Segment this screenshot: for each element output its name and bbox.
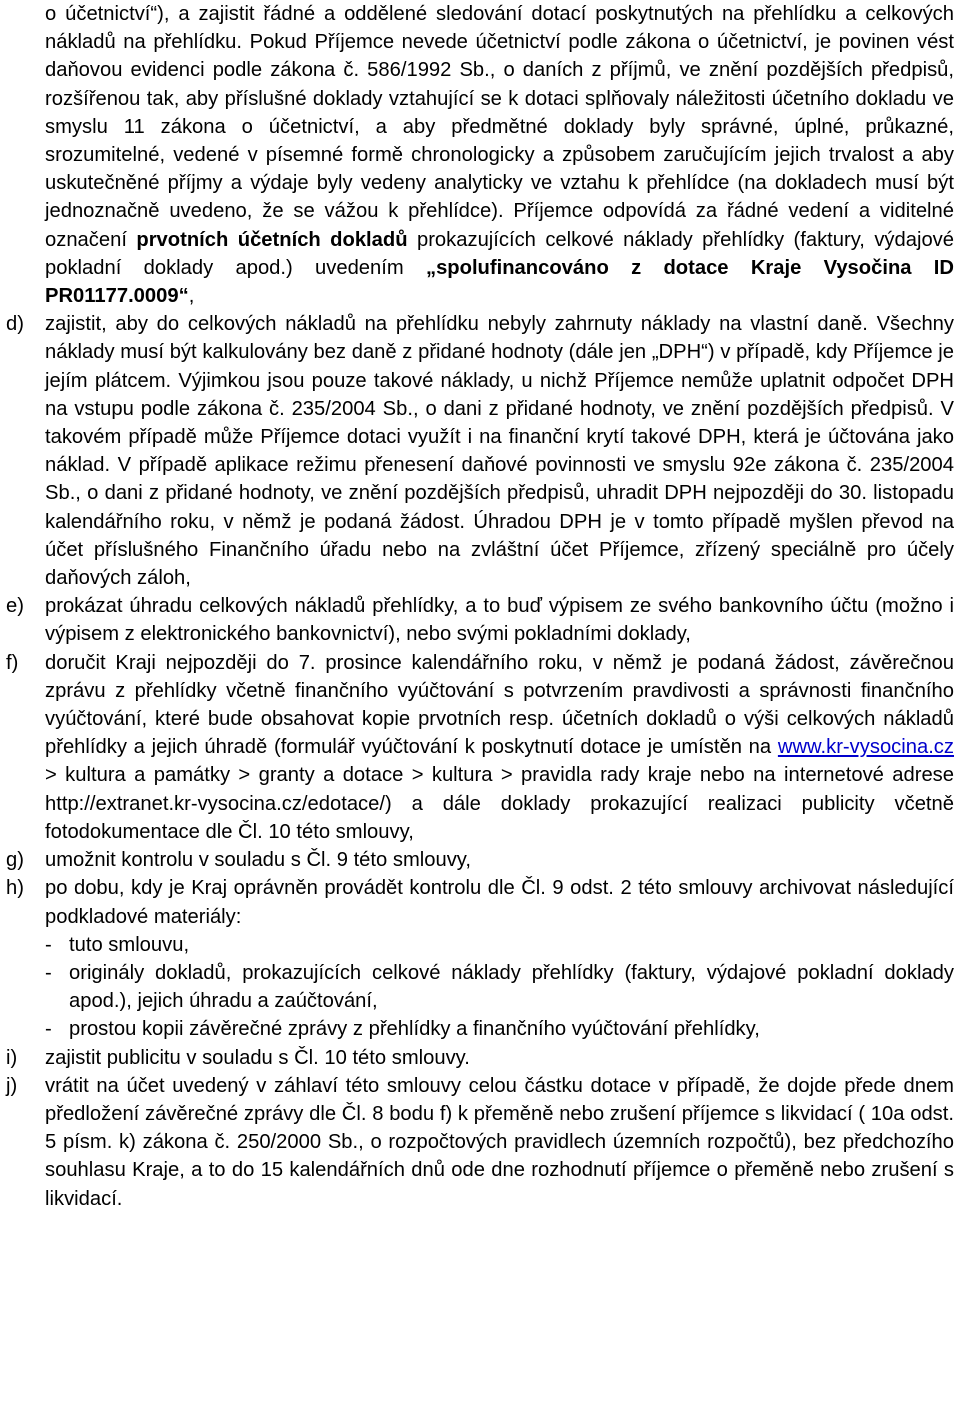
sub-item-text: originály dokladů, prokazujících celkové náklady přehlídky (faktury, výdajové pokladní doklady apod.), jejich úhradu a zaúčtování, (69, 961, 954, 1013)
sub-item-text: prostou kopii závěrečné zprávy z přehlídky a finančního vyúčtování přehlídky, (69, 1018, 760, 1041)
list-item-g (6, 846, 954, 874)
item-label: e) (6, 595, 24, 618)
item-text: po dobu, kdy je Kraj oprávněn provádět kontrolu dle Čl. 9 odst. 2 této smlouvy archivovat následující podkladové materiály: (45, 877, 954, 928)
item-label: d) (6, 313, 24, 336)
list-item-d (6, 310, 954, 592)
intro-paragraph (45, 0, 954, 310)
intro-bold-label: „spolufinancováno z dotace Kraje Vysočina ID PR01177.0009“ (45, 256, 954, 308)
item-text: zajistit, aby do celkových nákladů na přehlídku nebyly zahrnuty náklady na vlastní daně. Všechny náklady musí být kalkulovány bez daně z přidané hodnoty (dále jen „DPH“) v případě, kdy Příjemce je jejím plátcem. Výjimkou jsou pouze takové náklady, u nichž Příjemce nemůže uplatnit odpočet DPH na vstupu podle zákona č. 235/2004 Sb., o dani z přidané hodnoty, ve znění pozdějších předpisů. V takovém případě může Příjemce dotaci využít i na finanční krytí takové DPH, která je účtována jako náklad. V případě aplikace režimu přenesení daňové povinnosti ve smyslu 92e zákona č. 235/2004 Sb., o dani z přidané hodnoty, ve znění pozdějších předpisů, uhradit DPH nejpozději do 30. listopadu kalendářního roku, v němž je podaná žádost. Úhradou DPH je v tomto případě myšlen převod na účet příslušného Finančního úřadu nebo na zvláštní účet Příjemce, zřízený speciálně pro účely daňových záloh, (45, 313, 954, 590)
dash-bullet: - (45, 1018, 52, 1041)
intro-text-3: , (188, 285, 195, 308)
list-item-i (6, 1044, 954, 1072)
sub-item (45, 931, 954, 959)
item-body (45, 874, 954, 1043)
sub-item (45, 1015, 954, 1043)
list-item-e (6, 592, 954, 648)
intro-bold-documents: prvotních účetních dokladů (136, 228, 408, 251)
item-text: prokázat úhradu celkových nákladů přehlídky, a to buď výpisem ze svého bankovního účtu (možno i výpisem z elektronického bankovnictví), nebo svými pokladními doklady, (45, 595, 954, 646)
list-item-f (6, 649, 954, 846)
item-label: j) (6, 1074, 18, 1097)
sub-item (45, 959, 954, 1015)
dash-bullet: - (45, 961, 52, 984)
item-label: g) (6, 849, 24, 872)
list-item-j (6, 1072, 954, 1213)
item-label: i) (6, 1046, 18, 1069)
item-text: zajistit publicitu v souladu s Čl. 10 této smlouvy. (45, 1046, 470, 1069)
item-text: vrátit na účet uvedený v záhlaví této smlouvy celou částku dotace v případě, že dojde přede dnem předložení závěrečné zprávy dle Čl. 8 bodu f) k přeměně nebo zrušení příjemce s likvidací ( 10a odst. 5 písm. k) zákona č. 250/2000 Sb., o rozpočtových pravidlech územních rozpočtů), bez předchozího souhlasu Kraje, a to do 15 kalendářních dnů ode dne rozhodnutí příjemce o přeměně nebo zrušení s likvidací. (45, 1074, 954, 1210)
item-label: f) (6, 651, 19, 674)
list-item-h (6, 874, 954, 1043)
item-text-part: > kultura a památky > granty a dotace > kultura > pravidla rady kraje nebo na internetové adrese http://extranet.kr-vysocina.cz/edotace/) a dále doklady prokazující realizaci publicity včetně fotodokumentace dle Čl. 10 této smlouvy, (45, 764, 954, 843)
item-text (45, 649, 954, 846)
dash-bullet: - (45, 933, 52, 956)
intro-text: o účetnictví“), a zajistit řádné a oddělené sledování dotací poskytnutých na přehlídku a celkových nákladů na přehlídku. Pokud Příjemce nevede účetnictví podle zákona o účetnictví, je povinen vést daňovou evidenci podle zákona č. 586/1992 Sb., o daních z příjmů, ve znění pozdějších předpisů, rozšířenou tak, aby příslušné doklady vztahující se k dotaci splňovaly náležitosti účetního dokladu ve smyslu 11 zákona o účetnictví, a aby předmětné doklady byly správné, úplné, průkazné, srozumitelné, vedené v písemné formě chronologicky a způsobem zaručujícím jejich trvalost a aby uskutečněné příjmy a výdaje byly vedeny analyticky ve vztahu k přehlídce (na dokladech musí být jednoznačně uvedeno, že se vážou k přehlídce). Příjemce odpovídá za řádné vedení a viditelné označení (45, 3, 954, 251)
kr-vysocina-link[interactable]: www.kr-vysocina.cz (777, 736, 954, 759)
item-text-part: doručit Kraji nejpozději do 7. prosince kalendářního roku, v němž je podaná žádost, závěrečnou zprávu z přehlídky včetně finančního vyúčtování s potvrzením pravdivosti a správnosti finančního vyúčtování, které bude obsahovat kopie prvotních resp. účetních dokladů o výši celkových nákladů přehlídky a jejich úhradě (formulář vyúčtování k poskytnutí dotace je umístěn na (45, 651, 954, 759)
sub-item-text: tuto smlouvu, (69, 933, 190, 956)
intro-text-2: prokazujících celkové náklady přehlídky (faktury, výdajové pokladní doklady apod.) uvedením (45, 228, 955, 279)
item-label: h) (6, 877, 24, 900)
item-text: umožnit kontrolu v souladu s Čl. 9 této smlouvy, (45, 849, 471, 872)
